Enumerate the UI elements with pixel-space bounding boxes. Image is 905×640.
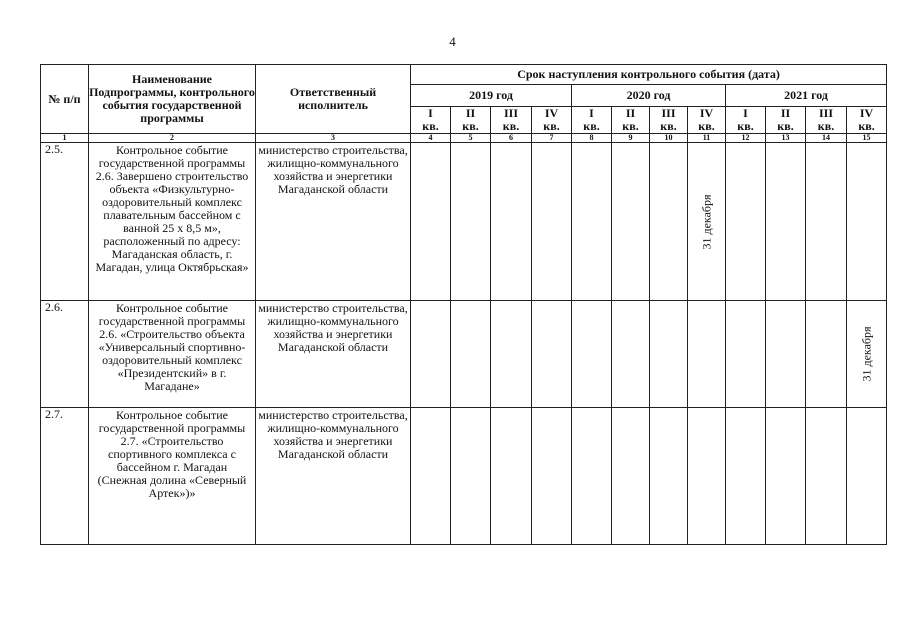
responsible-executor: министерство строительства, жилищно-коммунального хозяйства и энергетики Магаданской области: [256, 301, 411, 408]
column-number: 5: [451, 134, 491, 143]
quarter-cell: [612, 301, 650, 408]
quarter-abbr: кв.: [737, 119, 754, 133]
quarter-cell: [806, 301, 847, 408]
quarter-cell: [766, 408, 806, 545]
quarter-cell: [572, 301, 612, 408]
quarter-cell: [411, 408, 451, 545]
column-number: 4: [411, 134, 451, 143]
quarter-cell: [411, 301, 451, 408]
quarter-cell: [532, 408, 572, 545]
quarter-roman: III: [661, 106, 676, 120]
header-quarter: [612, 107, 650, 134]
quarter-abbr: кв.: [462, 119, 479, 133]
quarter-abbr: кв.: [660, 119, 677, 133]
header-quarter: [451, 107, 491, 134]
quarter-cell: [847, 301, 887, 408]
quarter-cell: [726, 143, 766, 301]
quarter-roman: IV: [544, 106, 559, 120]
column-number: 6: [491, 134, 532, 143]
quarter-cell: [411, 143, 451, 301]
header-quarter: [411, 107, 451, 134]
header-name: Наименование Подпрограммы, контрольного события государственной программы: [89, 65, 256, 134]
header-term: Срок наступления контрольного события (дата): [411, 65, 887, 85]
responsible-executor: министерство строительства, жилищно-коммунального хозяйства и энергетики Магаданской области: [256, 408, 411, 545]
quarter-cell: [650, 301, 688, 408]
quarter-cell: [491, 408, 532, 545]
quarter-cell: [766, 301, 806, 408]
page-number: 4: [449, 34, 456, 49]
quarter-abbr: кв.: [502, 119, 520, 133]
quarter-cell: [491, 301, 532, 408]
quarter-cell: [532, 143, 572, 301]
quarter-cell: [451, 301, 491, 408]
quarter-cell: [806, 143, 847, 301]
column-number: 7: [532, 134, 572, 143]
quarter-abbr: кв.: [422, 119, 439, 133]
control-events-table: [40, 64, 887, 545]
row-number: 2.5.: [41, 143, 89, 301]
quarter-roman: II: [625, 106, 636, 120]
quarter-roman: I: [589, 106, 594, 120]
quarter-cell: [532, 301, 572, 408]
quarter-abbr: кв.: [858, 119, 875, 133]
header-year-2020: 2020 год: [572, 85, 726, 107]
column-number: 2: [89, 134, 256, 143]
quarter-cell: [726, 301, 766, 408]
quarter-abbr: кв.: [583, 119, 600, 133]
column-number: 9: [612, 134, 650, 143]
quarter-cell: [726, 408, 766, 545]
quarter-abbr: кв.: [622, 119, 639, 133]
quarter-cell: [491, 143, 532, 301]
table-row: [41, 408, 887, 545]
column-number: 12: [726, 134, 766, 143]
quarter-cell: [451, 408, 491, 545]
event-name: Контрольное событие государственной программы 2.7. «Строительство спортивного комплекса с бассейном г. Магадан (Снежная долина «Северный Артек»)»: [89, 408, 256, 545]
column-number: 3: [256, 134, 411, 143]
quarter-abbr: кв.: [543, 119, 560, 133]
column-number: 10: [650, 134, 688, 143]
event-date: 31 декабря: [859, 326, 874, 382]
header-year-2019: 2019 год: [411, 85, 572, 107]
quarter-cell: [766, 143, 806, 301]
header-num: № п/п: [41, 65, 89, 134]
quarter-cell: [688, 408, 726, 545]
header-executor: Ответственный исполнитель: [256, 65, 411, 134]
quarter-cell: [612, 408, 650, 545]
quarter-cell: [572, 408, 612, 545]
quarter-cell: [806, 408, 847, 545]
quarter-abbr: кв.: [777, 119, 794, 133]
header-quarter: [532, 107, 572, 134]
table-row: [41, 143, 887, 301]
quarter-cell: [847, 143, 887, 301]
row-number: 2.6.: [41, 301, 89, 408]
quarter-roman: II: [465, 106, 476, 120]
column-number: 1: [41, 134, 89, 143]
header-quarter: [847, 107, 887, 134]
header-quarter: [766, 107, 806, 134]
column-number: 14: [806, 134, 847, 143]
quarter-roman: II: [780, 106, 791, 120]
quarter-roman: IV: [859, 106, 874, 120]
quarter-roman: I: [743, 106, 748, 120]
quarter-roman: III: [503, 106, 518, 120]
responsible-executor: министерство строительства, жилищно-коммунального хозяйства и энергетики Магаданской области: [256, 143, 411, 301]
quarter-roman: III: [818, 106, 833, 120]
header-year-2021: 2021 год: [726, 85, 887, 107]
quarter-cell: [650, 143, 688, 301]
column-number: 15: [847, 134, 887, 143]
quarter-cell: [688, 143, 726, 301]
quarter-abbr: кв.: [817, 119, 835, 133]
event-name: Контрольное событие государственной программы 2.6. Завершено строительство объекта «Физкультурно-оздоровительный комплекс плавательным бассейном с ванной 25 х 8,5 м», расположенный по адресу: Магаданская область, г. Магадан, улица Октябрьская»: [89, 143, 256, 301]
quarter-abbr: кв.: [698, 119, 715, 133]
header-quarter: [688, 107, 726, 134]
quarter-roman: I: [428, 106, 433, 120]
header-quarter: [726, 107, 766, 134]
quarter-cell: [451, 143, 491, 301]
header-quarter: [650, 107, 688, 134]
table-row: [41, 301, 887, 408]
row-number: 2.7.: [41, 408, 89, 545]
quarter-cell: [572, 143, 612, 301]
header-quarter: [806, 107, 847, 134]
quarter-roman: IV: [699, 106, 714, 120]
header-quarter: [491, 107, 532, 134]
event-date: 31 декабря: [699, 193, 713, 250]
quarter-cell: [612, 143, 650, 301]
column-number: 8: [572, 134, 612, 143]
column-number: 11: [688, 134, 726, 143]
quarter-cell: [847, 408, 887, 545]
quarter-cell: [688, 301, 726, 408]
quarter-cell: [650, 408, 688, 545]
column-number: 13: [766, 134, 806, 143]
event-name: Контрольное событие государственной программы 2.6. «Строительство объекта «Универсальный спортивно-оздоровительный комплекс «Президентский» в г. Магадане»: [89, 301, 256, 408]
header-quarter: [572, 107, 612, 134]
